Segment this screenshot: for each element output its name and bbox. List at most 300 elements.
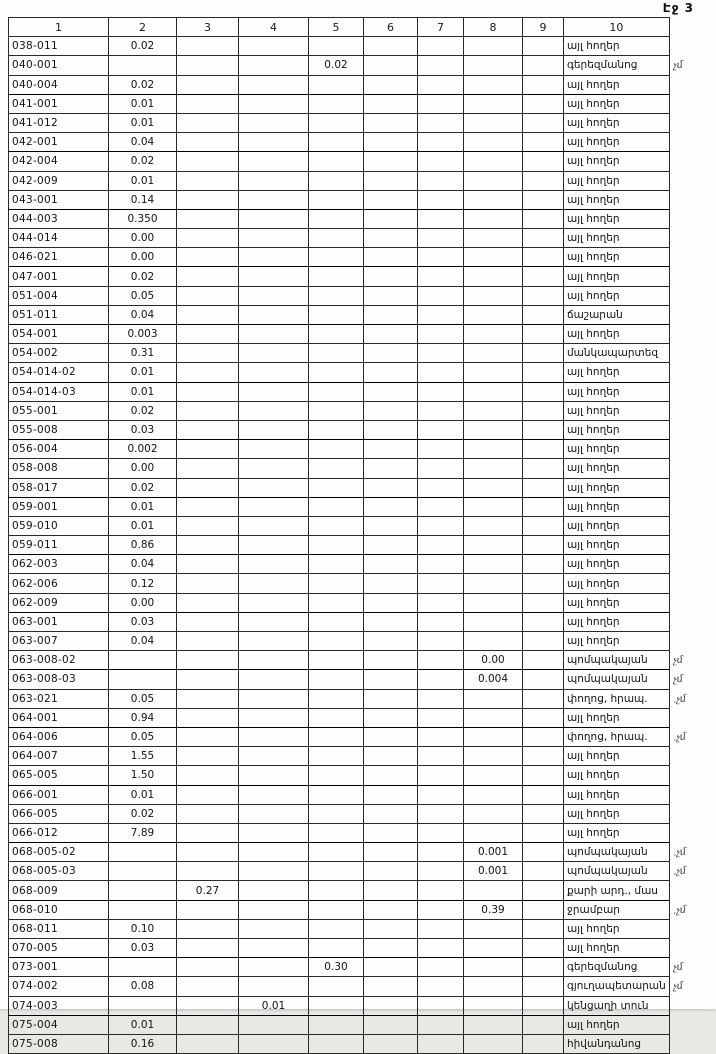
land-use-cell: ջրամբար <box>564 900 670 919</box>
value-cell-col6 <box>364 766 418 785</box>
value-cell-col8 <box>464 344 523 363</box>
value-cell-col7 <box>418 977 464 996</box>
land-use-cell: այլ հողեր <box>564 363 670 382</box>
value-cell-col6 <box>364 536 418 555</box>
value-cell-col8 <box>464 1015 523 1034</box>
handwritten-margin-note <box>669 747 709 766</box>
value-cell-col9 <box>523 286 564 305</box>
value-cell-col7 <box>418 881 464 900</box>
land-use-cell: այլ հողեր <box>564 190 670 209</box>
value-cell-col8 <box>464 325 523 344</box>
value-cell-col6 <box>364 229 418 248</box>
value-cell-col5 <box>309 766 364 785</box>
land-use-cell: այլ հողեր <box>564 171 670 190</box>
value-cell-col6 <box>364 996 418 1015</box>
value-cell-col2: 0.03 <box>109 939 177 958</box>
value-cell-col2: 0.350 <box>109 209 177 228</box>
value-cell-col3 <box>177 996 239 1015</box>
table-row <box>9 593 710 612</box>
value-cell-col6 <box>364 382 418 401</box>
value-cell-col6 <box>364 420 418 439</box>
handwritten-margin-note: չմ <box>672 981 684 993</box>
value-cell-col5 <box>309 171 364 190</box>
land-use-cell: այլ հողեր <box>564 632 670 651</box>
value-cell-col2: 1.50 <box>109 766 177 785</box>
table-row <box>9 823 710 842</box>
value-cell-col7 <box>418 267 464 286</box>
value-cell-col8 <box>464 56 523 75</box>
parcel-code-cell: 063-001 <box>9 612 109 631</box>
land-use-cell: այլ հողեր <box>564 420 670 439</box>
value-cell-col7 <box>418 344 464 363</box>
value-cell-col3 <box>177 555 239 574</box>
table-row <box>9 747 710 766</box>
value-cell-col3 <box>177 843 239 862</box>
value-cell-col8 <box>464 440 523 459</box>
value-cell-col7 <box>418 94 464 113</box>
land-use-cell: այլ հողեր <box>564 823 670 842</box>
value-cell-col8 <box>464 939 523 958</box>
value-cell-col7 <box>418 1034 464 1053</box>
parcel-code-cell: 068-005-03 <box>9 862 109 881</box>
handwritten-margin-note <box>669 440 709 459</box>
land-use-cell: այլ հողեր <box>564 248 670 267</box>
value-cell-col2: 0.86 <box>109 536 177 555</box>
value-cell-col2: 0.01 <box>109 171 177 190</box>
value-cell-col4 <box>239 689 309 708</box>
value-cell-col4 <box>239 939 309 958</box>
value-cell-col8 <box>464 113 523 132</box>
value-cell-col7 <box>418 209 464 228</box>
value-cell-col3 <box>177 689 239 708</box>
table-row <box>9 190 710 209</box>
value-cell-col9 <box>523 113 564 132</box>
value-cell-col2: 0.00 <box>109 593 177 612</box>
value-cell-col7 <box>418 459 464 478</box>
value-cell-col4 <box>239 977 309 996</box>
value-cell-col8 <box>464 305 523 324</box>
handwritten-margin-note <box>669 996 709 1015</box>
value-cell-col2: 1.55 <box>109 747 177 766</box>
value-cell-col5 <box>309 94 364 113</box>
value-cell-col7 <box>418 843 464 862</box>
value-cell-col5 <box>309 727 364 746</box>
value-cell-col3 <box>177 344 239 363</box>
land-use-cell: այլ հողեր <box>564 804 670 823</box>
value-cell-col8 <box>464 248 523 267</box>
land-use-cell: այլ հողեր <box>564 401 670 420</box>
value-cell-col7 <box>418 152 464 171</box>
table-row <box>9 919 710 938</box>
value-cell-col3 <box>177 459 239 478</box>
value-cell-col5 <box>309 708 364 727</box>
value-cell-col7 <box>418 286 464 305</box>
table-row <box>9 632 710 651</box>
value-cell-col7 <box>418 785 464 804</box>
value-cell-col8 <box>464 574 523 593</box>
value-cell-col7 <box>418 958 464 977</box>
value-cell-col2: 0.04 <box>109 632 177 651</box>
value-cell-col7 <box>418 401 464 420</box>
handwritten-margin-note <box>669 382 709 401</box>
value-cell-col9 <box>523 459 564 478</box>
value-cell-col7 <box>418 689 464 708</box>
value-cell-col3: 0.27 <box>177 881 239 900</box>
value-cell-col2: 0.01 <box>109 382 177 401</box>
value-cell-col6 <box>364 1034 418 1053</box>
land-use-cell: այլ հողեր <box>564 133 670 152</box>
parcel-code-cell: 068-011 <box>9 919 109 938</box>
value-cell-col4 <box>239 958 309 977</box>
value-cell-col4 <box>239 56 309 75</box>
value-cell-col2: 0.01 <box>109 1015 177 1034</box>
value-cell-col8 <box>464 555 523 574</box>
value-cell-col3 <box>177 727 239 746</box>
table-row <box>9 382 710 401</box>
value-cell-col7 <box>418 171 464 190</box>
value-cell-col8 <box>464 708 523 727</box>
value-cell-col5 <box>309 305 364 324</box>
handwritten-margin-note <box>669 363 709 382</box>
handwritten-margin-note <box>669 94 709 113</box>
value-cell-col4 <box>239 478 309 497</box>
table-row <box>9 727 710 746</box>
value-cell-col7 <box>418 1015 464 1034</box>
value-cell-col3 <box>177 248 239 267</box>
parcel-code-cell: 063-008-02 <box>9 651 109 670</box>
parcel-code-cell: 059-011 <box>9 536 109 555</box>
value-cell-col9 <box>523 152 564 171</box>
value-cell-col8: 0.004 <box>464 670 523 689</box>
value-cell-col6 <box>364 56 418 75</box>
value-cell-col2: 0.05 <box>109 286 177 305</box>
value-cell-col2: 0.04 <box>109 133 177 152</box>
parcel-code-cell: 055-008 <box>9 420 109 439</box>
value-cell-col8 <box>464 996 523 1015</box>
value-cell-col7 <box>418 229 464 248</box>
value-cell-col9 <box>523 536 564 555</box>
value-cell-col7 <box>418 804 464 823</box>
value-cell-col3 <box>177 823 239 842</box>
value-cell-col3 <box>177 766 239 785</box>
parcel-code-cell: 059-010 <box>9 516 109 535</box>
value-cell-col9 <box>523 574 564 593</box>
table-row <box>9 996 710 1015</box>
handwritten-margin-note <box>669 459 709 478</box>
value-cell-col5 <box>309 344 364 363</box>
value-cell-col9 <box>523 497 564 516</box>
value-cell-col5 <box>309 1015 364 1034</box>
land-use-cell: այլ հողեր <box>564 382 670 401</box>
value-cell-col6 <box>364 593 418 612</box>
parcel-code-cell: 066-005 <box>9 804 109 823</box>
parcel-code-cell: 062-006 <box>9 574 109 593</box>
value-cell-col6 <box>364 612 418 631</box>
value-cell-col8 <box>464 94 523 113</box>
parcel-code-cell: 063-021 <box>9 689 109 708</box>
value-cell-col8 <box>464 593 523 612</box>
value-cell-col9 <box>523 305 564 324</box>
value-cell-col4 <box>239 785 309 804</box>
value-cell-col3 <box>177 632 239 651</box>
value-cell-col7 <box>418 133 464 152</box>
value-cell-col8 <box>464 286 523 305</box>
value-cell-col8: 0.001 <box>464 862 523 881</box>
land-use-cell: այլ հողեր <box>564 94 670 113</box>
land-use-cell: այլ հողեր <box>564 152 670 171</box>
handwritten-margin-note: .չմ <box>672 846 687 859</box>
table-row <box>9 977 710 996</box>
parcel-code-cell: 046-021 <box>9 248 109 267</box>
value-cell-col2: 7.89 <box>109 823 177 842</box>
value-cell-col3 <box>177 229 239 248</box>
value-cell-col5 <box>309 804 364 823</box>
value-cell-col4 <box>239 727 309 746</box>
table-row <box>9 152 710 171</box>
value-cell-col2: 0.12 <box>109 574 177 593</box>
value-cell-col2: 0.00 <box>109 248 177 267</box>
value-cell-col3 <box>177 977 239 996</box>
handwritten-margin-note <box>669 536 709 555</box>
value-cell-col6 <box>364 171 418 190</box>
handwritten-margin-note <box>669 785 709 804</box>
value-cell-col3 <box>177 593 239 612</box>
parcel-code-cell: 068-005-02 <box>9 843 109 862</box>
value-cell-col8 <box>464 919 523 938</box>
value-cell-col9 <box>523 37 564 56</box>
value-cell-col8 <box>464 152 523 171</box>
value-cell-col2 <box>109 900 177 919</box>
parcel-code-cell: 075-004 <box>9 1015 109 1034</box>
table-row <box>9 325 710 344</box>
value-cell-col6 <box>364 286 418 305</box>
value-cell-col3 <box>177 267 239 286</box>
handwritten-margin-note: .չմ <box>672 693 687 706</box>
value-cell-col8 <box>464 37 523 56</box>
parcel-code-cell: 062-009 <box>9 593 109 612</box>
handwritten-margin-note: .չմ <box>672 904 687 917</box>
table-row <box>9 305 710 324</box>
value-cell-col3 <box>177 651 239 670</box>
parcel-code-cell: 051-011 <box>9 305 109 324</box>
table-row <box>9 171 710 190</box>
value-cell-col5: 0.02 <box>309 56 364 75</box>
value-cell-col6 <box>364 651 418 670</box>
handwritten-margin-note <box>669 325 709 344</box>
land-use-cell: մանկապարտեզ <box>564 344 670 363</box>
table-row <box>9 478 710 497</box>
value-cell-col7 <box>418 823 464 842</box>
column-header: 2 <box>109 18 177 37</box>
land-use-cell: փողոց, հրապ. <box>564 727 670 746</box>
value-cell-col4 <box>239 209 309 228</box>
value-cell-col4 <box>239 459 309 478</box>
handwritten-margin-note: չմ <box>672 60 684 72</box>
value-cell-col5 <box>309 209 364 228</box>
parcel-code-cell: 047-001 <box>9 267 109 286</box>
value-cell-col5 <box>309 459 364 478</box>
value-cell-col3 <box>177 190 239 209</box>
handwritten-margin-note <box>669 171 709 190</box>
value-cell-col4 <box>239 133 309 152</box>
parcel-code-cell: 040-001 <box>9 56 109 75</box>
value-cell-col2: 0.00 <box>109 459 177 478</box>
value-cell-col4 <box>239 516 309 535</box>
value-cell-col4 <box>239 344 309 363</box>
land-use-cell: գերեզմանոց <box>564 56 670 75</box>
land-use-cell: այլ հողեր <box>564 747 670 766</box>
value-cell-col4 <box>239 804 309 823</box>
value-cell-col4 <box>239 113 309 132</box>
value-cell-col9 <box>523 75 564 94</box>
handwritten-margin-note <box>669 516 709 535</box>
parcel-code-cell: 068-010 <box>9 900 109 919</box>
value-cell-col7 <box>418 325 464 344</box>
value-cell-col6 <box>364 958 418 977</box>
parcel-code-cell: 042-001 <box>9 133 109 152</box>
value-cell-col2 <box>109 843 177 862</box>
value-cell-col4 <box>239 823 309 842</box>
value-cell-col2: 0.14 <box>109 190 177 209</box>
table-row <box>9 1034 710 1053</box>
value-cell-col5 <box>309 919 364 938</box>
value-cell-col9 <box>523 363 564 382</box>
value-cell-col5 <box>309 670 364 689</box>
parcel-code-cell: 062-003 <box>9 555 109 574</box>
parcel-code-cell: 042-009 <box>9 171 109 190</box>
value-cell-col5 <box>309 382 364 401</box>
value-cell-col8 <box>464 267 523 286</box>
handwritten-margin-note <box>669 229 709 248</box>
value-cell-col9 <box>523 267 564 286</box>
value-cell-col5 <box>309 612 364 631</box>
value-cell-col6 <box>364 37 418 56</box>
parcel-code-cell: 058-017 <box>9 478 109 497</box>
value-cell-col7 <box>418 919 464 938</box>
value-cell-col7 <box>418 56 464 75</box>
land-use-cell: այլ հողեր <box>564 1015 670 1034</box>
table-row <box>9 766 710 785</box>
value-cell-col3 <box>177 478 239 497</box>
land-use-cell: այլ հողեր <box>564 286 670 305</box>
value-cell-col8 <box>464 75 523 94</box>
value-cell-col6 <box>364 401 418 420</box>
value-cell-col3 <box>177 209 239 228</box>
value-cell-col3 <box>177 382 239 401</box>
parcel-code-cell: 054-001 <box>9 325 109 344</box>
value-cell-col3 <box>177 420 239 439</box>
value-cell-col6 <box>364 747 418 766</box>
table-row <box>9 689 710 708</box>
value-cell-col5 <box>309 478 364 497</box>
value-cell-col4 <box>239 286 309 305</box>
value-cell-col6 <box>364 823 418 842</box>
value-cell-col5 <box>309 497 364 516</box>
value-cell-col3 <box>177 171 239 190</box>
land-use-cell: այլ հողեր <box>564 593 670 612</box>
table-row <box>9 286 710 305</box>
value-cell-col4 <box>239 267 309 286</box>
table-row <box>9 862 710 881</box>
value-cell-col5 <box>309 248 364 267</box>
value-cell-col5 <box>309 440 364 459</box>
value-cell-col2: 0.02 <box>109 75 177 94</box>
value-cell-col2: 0.01 <box>109 113 177 132</box>
value-cell-col4 <box>239 420 309 439</box>
value-cell-col8 <box>464 133 523 152</box>
value-cell-col7 <box>418 75 464 94</box>
table-row <box>9 900 710 919</box>
value-cell-col4 <box>239 670 309 689</box>
value-cell-col4 <box>239 881 309 900</box>
value-cell-col2: 0.02 <box>109 267 177 286</box>
value-cell-col8 <box>464 459 523 478</box>
value-cell-col3 <box>177 939 239 958</box>
value-cell-col3 <box>177 574 239 593</box>
value-cell-col9 <box>523 229 564 248</box>
parcel-code-cell: 073-001 <box>9 958 109 977</box>
value-cell-col9 <box>523 1015 564 1034</box>
table-row <box>9 113 710 132</box>
value-cell-col4 <box>239 94 309 113</box>
value-cell-col8 <box>464 478 523 497</box>
value-cell-col3 <box>177 612 239 631</box>
value-cell-col6 <box>364 977 418 996</box>
value-cell-col3 <box>177 497 239 516</box>
value-cell-col6 <box>364 497 418 516</box>
value-cell-col4 <box>239 363 309 382</box>
table-row <box>9 612 710 631</box>
table-row <box>9 497 710 516</box>
parcel-code-cell: 040-004 <box>9 75 109 94</box>
handwritten-margin-note <box>669 344 709 363</box>
parcel-code-cell: 074-002 <box>9 977 109 996</box>
column-header: 7 <box>418 18 464 37</box>
value-cell-col3 <box>177 75 239 94</box>
land-use-cell: այլ հողեր <box>564 939 670 958</box>
handwritten-margin-note <box>669 574 709 593</box>
value-cell-col4 <box>239 900 309 919</box>
value-cell-col3 <box>177 862 239 881</box>
value-cell-col7 <box>418 382 464 401</box>
handwritten-margin-note <box>669 804 709 823</box>
value-cell-col7 <box>418 747 464 766</box>
value-cell-col6 <box>364 133 418 152</box>
value-cell-col2: 0.02 <box>109 152 177 171</box>
land-use-cell: այլ հողեր <box>564 75 670 94</box>
land-use-cell: այլ հողեր <box>564 229 670 248</box>
value-cell-col6 <box>364 1015 418 1034</box>
value-cell-col2: 0.16 <box>109 1034 177 1053</box>
value-cell-col5 <box>309 516 364 535</box>
value-cell-col4 <box>239 651 309 670</box>
table-row <box>9 37 710 56</box>
value-cell-col9 <box>523 996 564 1015</box>
value-cell-col4 <box>239 632 309 651</box>
value-cell-col9 <box>523 56 564 75</box>
value-cell-col8 <box>464 804 523 823</box>
value-cell-col5 <box>309 401 364 420</box>
land-use-cell: այլ հողեր <box>564 919 670 938</box>
value-cell-col2: 0.01 <box>109 94 177 113</box>
table-row <box>9 574 710 593</box>
value-cell-col6 <box>364 670 418 689</box>
value-cell-col2: 0.08 <box>109 977 177 996</box>
value-cell-col4 <box>239 555 309 574</box>
value-cell-col9 <box>523 401 564 420</box>
table-row <box>9 555 710 574</box>
value-cell-col4 <box>239 593 309 612</box>
